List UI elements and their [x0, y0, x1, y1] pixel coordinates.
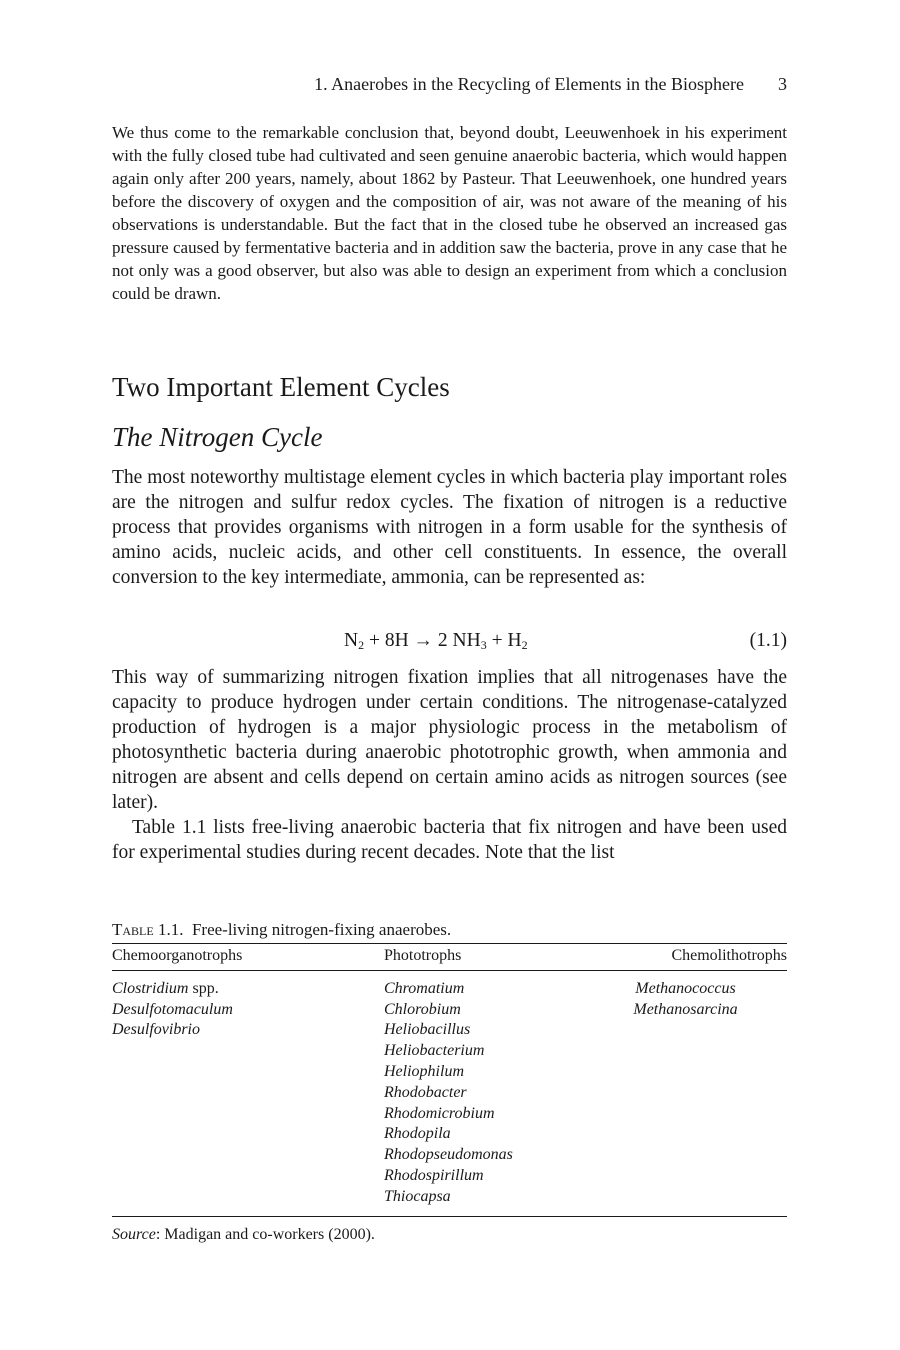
nitrogen-fixers-table: [112, 943, 787, 1217]
cell-chemolithotroph: [584, 1041, 787, 1062]
table-caption-text: Free-living nitrogen-fixing anaerobes.: [191, 920, 452, 939]
subsection-heading: The Nitrogen Cycle: [112, 422, 323, 452]
running-head-title: 1. Anaerobes in the Recycling of Elements in the Biosphere: [314, 74, 744, 94]
cell-chemolithotroph: [584, 1083, 787, 1104]
cell-chemolithotroph: [584, 1124, 787, 1145]
cell-chemoorganotroph: [112, 1041, 384, 1062]
organism-name: Desulfotomaculum: [112, 1000, 233, 1018]
eq-plus-8h: + 8H → 2 NH: [364, 630, 481, 651]
table-row: [112, 1020, 787, 1041]
cell-chemoorganotroph: [112, 1083, 384, 1104]
header-chemolithotrophs: Chemolithotrophs: [584, 944, 787, 971]
table-row: [112, 1083, 787, 1104]
running-head: [112, 72, 787, 96]
cell-chemolithotroph: [584, 1166, 787, 1187]
intro-paragraph: We thus come to the remarkable conclusion that, beyond doubt, Leeuwenhoek in his experiment with the fully closed tube had cultivated and seen genuine anaerobic bacteria, which would happen again only after 200 years, namely, about 1862 by Pasteur. That Leeuwenhoek, one hundred years before the discovery of oxygen and the composition of air, was not aware of the meaning of his observations is understandable. But the fact that in the closed tube he observed an increased gas pressure caused by fermentative bacteria and in addition saw the bacteria, prove in any case that he not only was a good observer, but also was able to design an experiment from which a conclusion could be drawn.: [112, 123, 787, 303]
cell-phototroph: Rhodomicrobium: [384, 1104, 495, 1122]
table-row: [112, 970, 787, 999]
cell-phototroph: Rhodospirillum: [384, 1166, 484, 1184]
source-text: : Madigan and co-workers (2000).: [155, 1225, 375, 1243]
header-chemoorganotrophs: Chemoorganotrophs: [112, 944, 384, 971]
cell-phototroph: Heliobacillus: [384, 1021, 471, 1039]
cell-chemoorganotroph: [112, 1104, 384, 1125]
cell-chemolithotroph: [584, 1145, 787, 1166]
cell-phototroph: Chromatium: [384, 979, 465, 997]
paragraph-3: Table 1.1 lists free-living anaerobic bacteria that fix nitrogen and have been used for experimental studies during recent decades. Note that the list: [112, 817, 787, 863]
cell-chemolithotroph: [584, 1020, 787, 1041]
section-heading: Two Important Element Cycles: [112, 372, 450, 402]
cell-phototroph: Rhodobacter: [384, 1083, 467, 1101]
cell-chemolithotroph: [584, 1104, 787, 1125]
equation-number: (1.1): [749, 630, 787, 651]
table-row: [112, 1166, 787, 1187]
cell-chemoorganotroph: [112, 1145, 384, 1166]
cell-chemolithotroph: Methanococcus: [635, 979, 736, 997]
cell-chemolithotroph: Methanosarcina: [633, 1000, 738, 1018]
eq-n: N: [344, 630, 359, 651]
table-label: Table: [112, 920, 154, 939]
table-row: [112, 1104, 787, 1125]
cell-phototroph: Rhodopseudomonas: [384, 1146, 513, 1164]
cell-chemoorganotroph: [112, 1187, 384, 1216]
cell-chemoorganotroph: [112, 970, 384, 999]
table-source: [112, 1225, 787, 1245]
table-row: [112, 1124, 787, 1145]
cell-phototroph: Thiocapsa: [384, 1187, 584, 1216]
table-header-row: [112, 944, 787, 971]
cell-phototroph: Chlorobium: [384, 1000, 461, 1018]
cell-chemoorganotroph: [112, 1000, 384, 1021]
cell-phototroph: Heliophilum: [384, 1062, 464, 1080]
cell-chemolithotroph: [584, 1187, 787, 1216]
equation-body: [344, 627, 528, 659]
page-number: 3: [778, 74, 787, 94]
paragraph-2: This way of summarizing nitrogen fixation implies that all nitrogenases have the capacity to produce hydrogen under certain conditions. The nitrogenase-catalyzed production of hydrogen is a major physiologic process in the metabolism of photosynthetic bacteria during anaerobic phototrophic growth, when ammonia and nitrogen are absent and cells depend on certain amino acids as nitrogen sources (see later).: [112, 667, 787, 813]
organism-name: Desulfovibrio: [112, 1021, 200, 1039]
cell-chemoorganotroph: [112, 1020, 384, 1041]
cell-chemoorganotroph: [112, 1124, 384, 1145]
cell-chemoorganotroph: [112, 1062, 384, 1083]
eq-plus-h: + H: [486, 630, 522, 651]
header-phototrophs: Phototrophs: [384, 944, 584, 971]
eq-nh-subscript: 3: [480, 638, 487, 652]
organism-name: Clostridium: [112, 979, 189, 997]
paragraph-1: The most noteworthy multistage element cycles in which bacteria play important roles are the nitrogen and sulfur redox cycles. The fixation of nitrogen is a reductive process that provides organisms with nitrogen in a form usable for the synthesis of amino acids, nucleic acids, and other cell constituents. In essence, the overall conversion to the key intermediate, ammonia, can be represented as:: [112, 467, 787, 588]
organism-suffix: spp.: [188, 979, 219, 997]
table-row: [112, 1062, 787, 1083]
cell-chemoorganotroph: [112, 1166, 384, 1187]
table-number: 1.1.: [157, 920, 184, 939]
table-caption: [112, 919, 787, 941]
cell-phototroph: Rhodopila: [384, 1125, 451, 1143]
cell-chemolithotroph: [584, 1062, 787, 1083]
table-1-1: [112, 919, 787, 1245]
table-row: [112, 1145, 787, 1166]
table-row: [112, 1000, 787, 1021]
table-row: [112, 1187, 787, 1216]
eq-n-subscript: 2: [358, 638, 365, 652]
equation-1-1: [112, 627, 787, 655]
cell-phototroph: Heliobacterium: [384, 1042, 485, 1060]
source-label: Source: [112, 1225, 156, 1243]
eq-h-subscript: 2: [521, 638, 528, 652]
table-row: [112, 1041, 787, 1062]
